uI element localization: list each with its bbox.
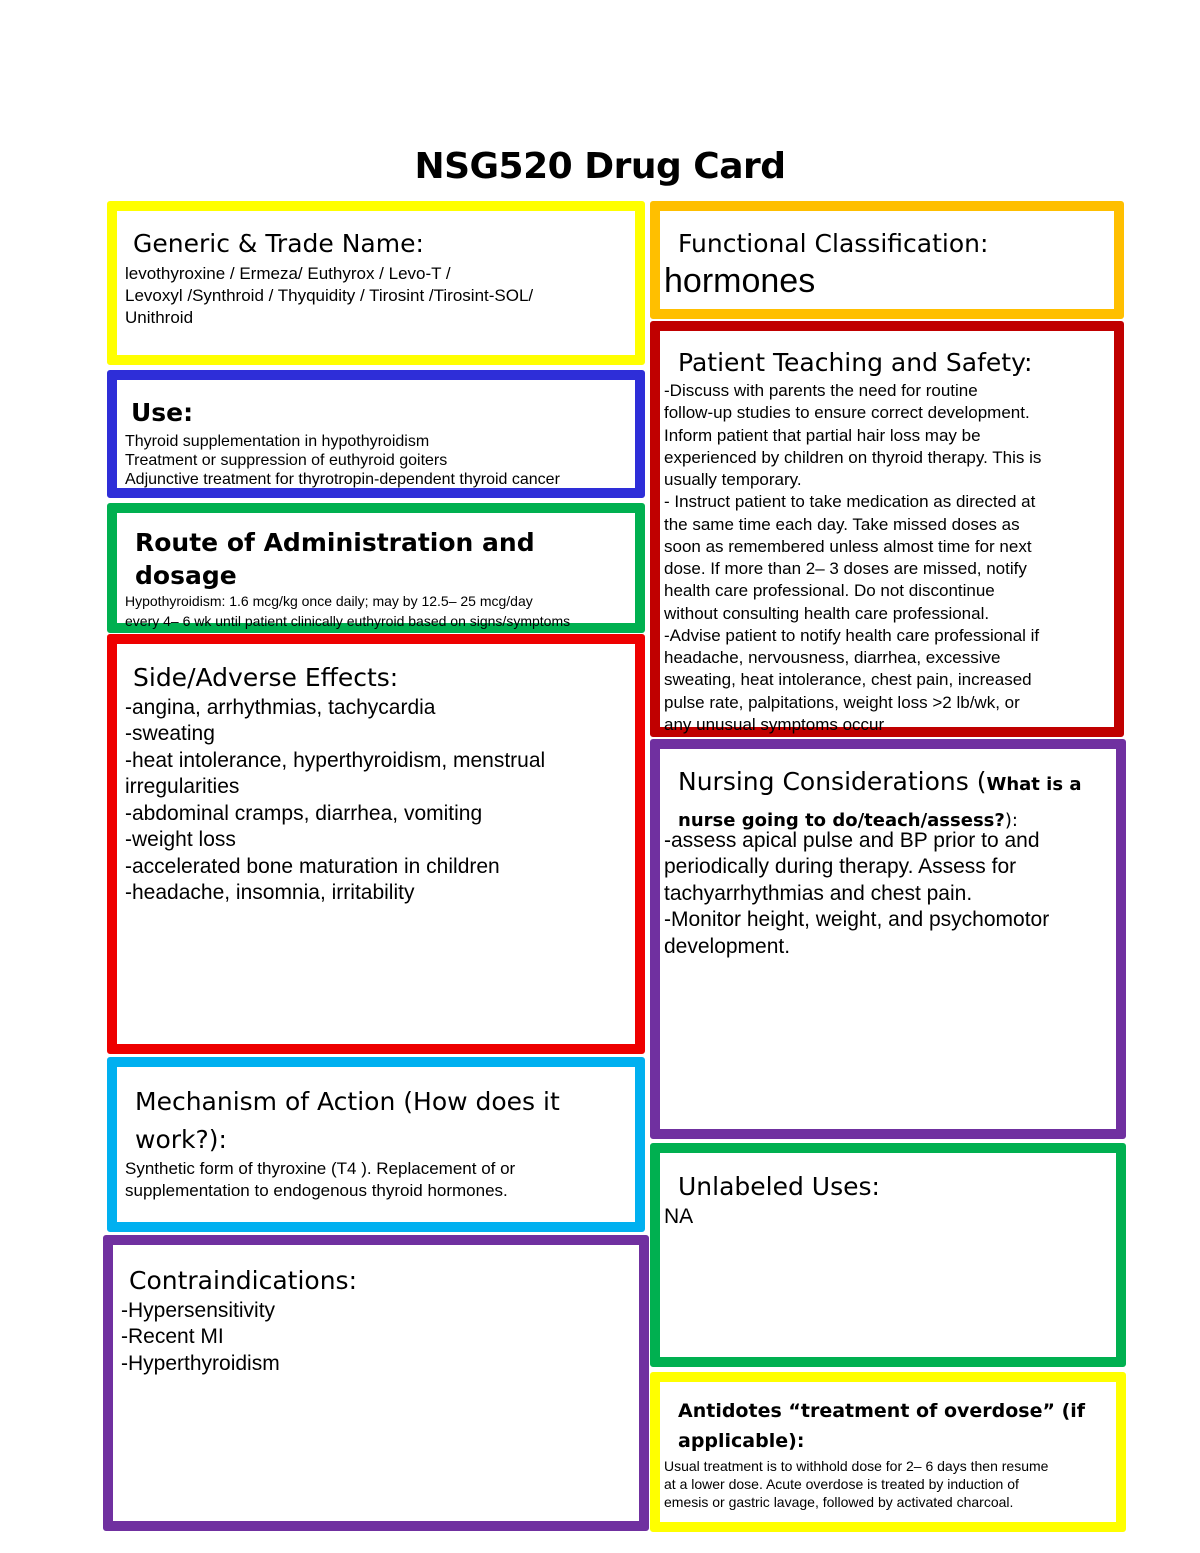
contra-text	[121, 1298, 631, 1377]
side-effect-line: -accelerated bone maturation in children	[125, 854, 500, 878]
nursing-text	[664, 828, 1110, 960]
page-title: NSG520 Drug Card	[414, 146, 786, 187]
use-line: Treatment or suppression of euthyroid goiters	[125, 451, 448, 469]
use-box	[107, 370, 645, 498]
nursing-heading-text: Nursing Considerations (	[678, 767, 987, 796]
unlabeled-heading: Unlabeled Uses:	[678, 1172, 880, 1201]
generic-line: levothyroxine / Ermeza/ Euthyrox / Levo-T /	[125, 263, 451, 283]
side-effect-line: irregularities	[125, 775, 240, 799]
antidotes-line: Usual treatment is to withhold dose for 2– 6 days then resume	[664, 1457, 1049, 1474]
use-text	[125, 432, 627, 490]
teaching-line: the same time each day. Take missed doses as	[664, 514, 1020, 534]
nursing-heading-bold: nurse going to do/teach/assess?	[678, 809, 1005, 831]
side-effect-line: -heat intolerance, hyperthyroidism, menstrual	[125, 748, 546, 772]
teaching-line: soon as remembered unless almost time for next	[664, 536, 1032, 556]
unlabeled-value: NA	[664, 1205, 694, 1228]
functional-classification-box	[650, 201, 1124, 319]
teaching-text	[664, 380, 1108, 736]
route-heading: Route of Administration and dosage	[135, 528, 535, 590]
teaching-line: -Advise patient to notify health care professional if	[664, 625, 1040, 645]
side-effect-line: -angina, arrhythmias, tachycardia	[125, 696, 436, 719]
use-line: Thyroid supplementation in hypothyroidism	[125, 432, 430, 450]
route-line: Hypothyroidism: 1.6 mcg/kg once daily; may by 12.5– 25 mcg/day	[125, 593, 533, 609]
route-box	[107, 503, 645, 633]
generic-line: Unithroid	[125, 308, 194, 328]
teaching-heading: Patient Teaching and Safety:	[678, 348, 1033, 377]
side-effect-line: -sweating	[125, 722, 215, 746]
patient-teaching-box	[650, 321, 1124, 737]
teaching-line: Inform patient that partial hair loss may be	[664, 425, 981, 445]
antidotes-heading-line: applicable):	[678, 1430, 805, 1453]
teaching-line: -Discuss with parents the need for routine	[664, 381, 978, 400]
mechanism-text	[125, 1158, 627, 1203]
functional-heading: Functional Classification:	[678, 229, 989, 258]
nursing-line: tachyarrhythmias and chest pain.	[664, 881, 973, 905]
functional-value: hormones	[664, 261, 816, 300]
mechanism-heading-line: work?):	[135, 1124, 227, 1154]
use-line: Adjunctive treatment for thyrotropin-dependent thyroid cancer	[125, 470, 560, 488]
teaching-line: usually temporary.	[664, 470, 802, 490]
nursing-line: -assess apical pulse and BP prior to and	[664, 829, 1040, 852]
antidotes-box	[650, 1372, 1126, 1532]
side-effects-text	[125, 695, 627, 907]
mechanism-heading-line: Mechanism of Action (How does it	[135, 1087, 560, 1116]
contraindications-box	[103, 1235, 649, 1531]
nursing-line: periodically during therapy. Assess for	[664, 855, 1017, 879]
side-effects-heading: Side/Adverse Effects:	[133, 663, 399, 692]
side-effect-line: -headache, insomnia, irritability	[125, 881, 415, 905]
antidotes-text	[664, 1457, 1110, 1512]
generic-line: Levoxyl /Synthroid / Thyquidity / Tirosint /Tirosint-SOL/	[125, 285, 534, 305]
teaching-line: health care professional. Do not discontinue	[664, 581, 995, 601]
teaching-line: experienced by children on thyroid therapy. This is	[664, 447, 1042, 467]
teaching-line: follow-up studies to ensure correct development.	[664, 403, 1030, 423]
nursing-heading-tail: ):	[1004, 809, 1018, 831]
teaching-line: any unusual symptoms occur	[664, 714, 885, 734]
teaching-line: sweating, heat intolerance, chest pain, increased	[664, 670, 1032, 690]
side-effect-line: -abdominal cramps, diarrhea, vomiting	[125, 801, 483, 825]
teaching-line: without consulting health care professional.	[664, 603, 990, 623]
antidotes-heading	[664, 1396, 1110, 1457]
mechanism-heading	[125, 1083, 627, 1158]
unlabeled-uses-box	[650, 1143, 1126, 1367]
contra-heading: Contraindications:	[129, 1266, 358, 1295]
antidotes-line: emesis or gastric lavage, followed by activated charcoal.	[664, 1494, 1014, 1511]
mechanism-line: Synthetic form of thyroxine (T4 ). Replacement of or	[125, 1159, 516, 1178]
generic-heading: Generic & Trade Name:	[133, 229, 424, 258]
teaching-line: - Instruct patient to take medication as directed at	[664, 492, 1036, 512]
route-line: every 4– 6 wk until patient clinically euthyroid based on signs/symptoms	[125, 612, 571, 629]
generic-text	[125, 263, 627, 330]
nursing-heading-bold: What is a	[986, 774, 1082, 795]
teaching-line: headache, nervousness, diarrhea, excessive	[664, 648, 1001, 668]
generic-trade-name-box	[107, 201, 645, 365]
contra-line: -Hyperthyroidism	[121, 1351, 280, 1375]
nursing-heading	[664, 763, 1110, 801]
use-heading: Use:	[131, 398, 194, 427]
side-effects-box	[107, 634, 645, 1054]
contra-line: -Hypersensitivity	[121, 1299, 276, 1322]
contra-line: -Recent MI	[121, 1325, 224, 1349]
nursing-line: development.	[664, 934, 791, 958]
side-effect-line: -weight loss	[125, 828, 236, 852]
nursing-line: -Monitor height, weight, and psychomotor	[664, 908, 1050, 932]
antidotes-heading-line: Antidotes “treatment of overdose” (if	[678, 1400, 1086, 1422]
teaching-line: pulse rate, palpitations, weight loss >2 lb/wk, or	[664, 692, 1020, 712]
mechanism-box	[107, 1057, 645, 1232]
antidotes-line: at a lower dose. Acute overdose is treated by induction of	[664, 1475, 1019, 1492]
teaching-line: dose. If more than 2– 3 doses are missed, notify	[664, 559, 1027, 579]
nursing-considerations-box	[650, 739, 1126, 1139]
mechanism-line: supplementation to endogenous thyroid hormones.	[125, 1181, 508, 1201]
